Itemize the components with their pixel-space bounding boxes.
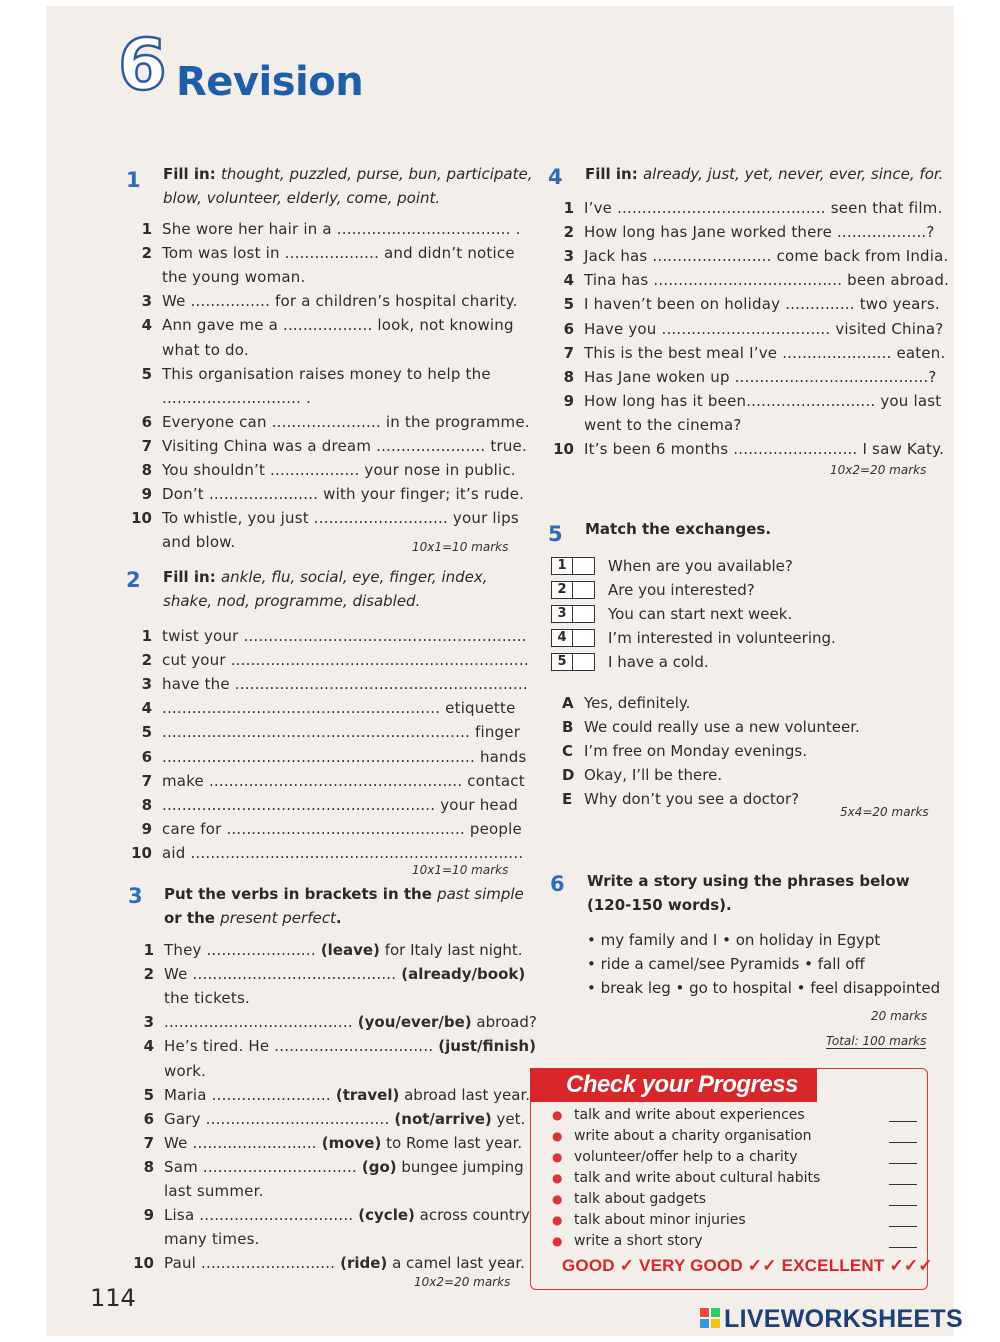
bullet-icon: ● (552, 1129, 563, 1143)
progress-item (552, 1127, 812, 1145)
section-4-item-text: went to the cinema? (584, 415, 742, 434)
section-3-item-text: Lisa ............................... (164, 1206, 359, 1225)
section-1-item-text: She wore her hair in a ................................... . (162, 220, 521, 238)
section-3-item-text: ...................................... (164, 1013, 358, 1032)
section-3-item-text: work. (164, 1061, 207, 1080)
section-3-item-rest: for Italy last night. (379, 941, 523, 959)
section-1-item-number: 8 (141, 461, 152, 479)
section-2-item-text: make ................................................... contact (162, 771, 525, 790)
section-1-line (130, 386, 311, 410)
progress-item (552, 1190, 706, 1208)
section-4-item-number: 10 (553, 440, 574, 458)
section-3-item-number: 8 (143, 1157, 154, 1176)
section-1-line (130, 265, 305, 289)
section-2-item-text: cut your ............................................................ (162, 651, 529, 670)
answer-box[interactable] (551, 557, 595, 575)
section-1-line (130, 482, 524, 506)
section-1-line (130, 410, 530, 434)
section-4-line (552, 317, 943, 341)
section-1-item-text: We ................ for a children’s hospital charity. (162, 292, 518, 311)
section-3-line (130, 962, 525, 986)
section-4-item-number: 2 (563, 223, 574, 242)
section-1-item-number: 9 (141, 485, 152, 504)
section-2-number: 2 (126, 568, 141, 592)
section-4-item-number: 7 (563, 343, 574, 362)
progress-item-text: volunteer/offer help to a charity (574, 1149, 798, 1165)
section-3-item-rest: across country (414, 1206, 530, 1225)
section-3-line (130, 1010, 537, 1034)
section-4-item-text: Have you .................................. visited China? (584, 319, 944, 338)
section-3-verb: (just/finish) (438, 1037, 536, 1056)
section-3-verb: (already/book) (401, 965, 526, 984)
response-letter: C (562, 742, 574, 761)
section-4-line (552, 413, 742, 437)
section-1-item-number: 3 (141, 292, 152, 311)
section-1-line (130, 241, 515, 265)
exchange-response (562, 691, 690, 715)
section-1-instruction: Fill in: thought, puzzled, purse, bun, participate, blow, volunteer, elderly, come, point. (163, 165, 533, 207)
section-4-marks: 10x2=20 marks (830, 463, 927, 477)
section-4-line (552, 268, 949, 292)
response-letter: E (562, 790, 573, 809)
section-2-item-text: ............................................................... hands (162, 747, 527, 766)
section-3-item-text: Gary ..................................... (164, 1109, 395, 1128)
section-3-line (130, 1179, 264, 1203)
response-text: We could really use a new volunteer. (584, 718, 860, 737)
section-4-line (552, 220, 935, 244)
bullet-icon: ● (552, 1171, 563, 1185)
section-4-line (552, 341, 945, 365)
section-2-item-text: aid ................................................................... (162, 843, 524, 862)
exchange-response (562, 715, 860, 739)
section-2-line (130, 648, 529, 672)
section-3-item-text: Sam ............................... (164, 1157, 362, 1176)
response-letter: D (562, 766, 575, 785)
section-1-item-number: 5 (141, 364, 152, 383)
section-1-line (130, 530, 235, 554)
section-3-verb: (cycle) (358, 1206, 415, 1225)
section-3-item-number: 4 (143, 1037, 154, 1056)
section-4-item-text: How long has it been.......................... you last (584, 391, 942, 410)
liveworksheets-logo-icon (700, 1308, 722, 1330)
section-3-line (130, 1107, 525, 1131)
section-4-item-text: It’s been 6 months ......................... I saw Katy. (584, 440, 945, 458)
section-3-verb: (ride) (340, 1254, 388, 1273)
section-6-instruction: Write a story using the phrases below (120-150 words). (587, 872, 910, 914)
brand-logo: LIVEWORKSHEETS (700, 1305, 963, 1334)
section-2-item-number: 7 (141, 771, 152, 790)
section-2-line (130, 841, 523, 865)
progress-item (552, 1211, 746, 1229)
progress-item (552, 1148, 798, 1166)
progress-item-text: talk about minor injuries (574, 1212, 746, 1228)
section-3-item-rest: abroad last year. (399, 1085, 531, 1104)
response-text: Why don’t you see a doctor? (584, 790, 800, 809)
section-4-line (552, 365, 937, 389)
answer-box[interactable] (551, 629, 595, 647)
section-2-line (130, 720, 520, 744)
section-1-line (130, 338, 249, 362)
section-5-number: 5 (548, 522, 563, 546)
story-phrases-line-2: • ride a camel/see Pyramids • fall off (587, 955, 865, 973)
section-2-item-number: 6 (141, 747, 152, 766)
progress-check-blank[interactable] (889, 1247, 917, 1248)
progress-rating: GOOD ✓ VERY GOOD ✓✓ EXCELLENT ✓✓✓ (562, 1256, 933, 1275)
progress-item (552, 1106, 805, 1124)
section-2-item-text: ........................................................ etiquette (162, 699, 516, 718)
answer-box-number: 3 (552, 606, 573, 622)
section-6-marks: 20 marks (871, 1009, 928, 1023)
section-4-item-number: 3 (563, 247, 574, 266)
section-1-item-text: Ann gave me a .................. look, not knowing (162, 316, 514, 335)
answer-box[interactable] (551, 653, 595, 671)
section-3-item-rest: to Rome last year. (381, 1133, 523, 1152)
response-text: I’m free on Monday evenings. (584, 742, 807, 761)
section-1-line (130, 313, 514, 337)
section-6-number: 6 (550, 872, 565, 896)
exchange-response (562, 763, 722, 787)
section-4-line (552, 244, 949, 268)
page-title: Revision (176, 59, 364, 105)
bullet-icon: ● (552, 1213, 563, 1227)
section-4-item-text: Jack has ........................ come back from India. (584, 247, 949, 266)
progress-item-text: talk and write about cultural habits (574, 1170, 821, 1186)
unit-number: 6 (118, 24, 167, 106)
section-4-item-number: 1 (563, 199, 574, 217)
section-3-line (130, 1131, 522, 1155)
section-3-line (130, 986, 250, 1010)
bullet-icon: ● (552, 1234, 563, 1248)
section-1-line (130, 217, 521, 241)
section-1-item-text: and blow. (162, 533, 236, 552)
section-2-line (130, 817, 522, 841)
section-4-number: 4 (548, 165, 563, 189)
section-4-item-number: 6 (563, 319, 574, 338)
section-4-item-text: I’ve .......................................... seen that film. (584, 199, 943, 217)
section-1-item-text: Visiting China was a dream ...................... true. (162, 436, 527, 455)
section-2-item-number: 1 (141, 627, 152, 645)
section-3-item-text: the tickets. (164, 989, 250, 1008)
section-1-item-number: 6 (141, 412, 152, 431)
section-3-marks: 10x2=20 marks (414, 1275, 511, 1289)
section-2-line (130, 696, 516, 720)
progress-check-blank[interactable] (889, 1142, 917, 1143)
progress-item-text: write a short story (574, 1233, 703, 1249)
section-4-item-text: How long has Jane worked there ..................? (584, 223, 935, 242)
response-letter: B (562, 718, 574, 737)
section-1-item-text: You shouldn’t .................. your nose in public. (162, 461, 516, 479)
answer-box[interactable] (551, 605, 595, 623)
progress-item-text: talk and write about experiences (574, 1107, 805, 1123)
progress-check-blank[interactable] (889, 1184, 917, 1185)
progress-check-blank[interactable] (889, 1121, 917, 1122)
section-2-line (130, 793, 518, 817)
progress-item (552, 1232, 703, 1250)
section-3-instruction: Put the verbs in brackets in the past simple or the present perfect. (164, 885, 524, 927)
section-3-item-rest: a camel last year. (387, 1254, 525, 1273)
section-4-line (552, 196, 942, 220)
section-3-verb: (leave) (320, 941, 380, 959)
exchange-response (562, 739, 807, 763)
bullet-icon: ● (552, 1192, 563, 1206)
section-3-number: 3 (128, 884, 143, 908)
section-2-item-text: have the ........................................................... (162, 675, 528, 694)
section-3-item-number: 2 (143, 965, 154, 984)
section-3-item-number: 1 (143, 941, 154, 959)
section-3-item-text: We ......................... (164, 1133, 322, 1152)
section-1-item-number: 10 (131, 509, 152, 528)
answer-box-number: 1 (552, 558, 573, 574)
response-text: Okay, I’ll be there. (584, 766, 723, 785)
section-2-item-text: .............................................................. finger (162, 723, 521, 742)
section-3-verb: (go) (361, 1157, 397, 1176)
section-4-item-text: Tina has ...................................... been abroad. (584, 271, 950, 290)
exchange-prompt: When are you available? (608, 557, 793, 575)
section-2-item-text: ....................................................... your head (162, 795, 518, 814)
section-3-line (130, 1034, 536, 1058)
exchange-prompt: You can start next week. (608, 605, 793, 624)
section-4-line (552, 389, 941, 413)
section-3-item-text: Paul ........................... (164, 1254, 341, 1273)
section-1-item-text: Don’t ...................... with your finger; it’s rude. (162, 485, 525, 504)
section-1-line (130, 506, 519, 530)
exchange-prompt: Are you interested? (608, 581, 755, 600)
progress-check-blank[interactable] (889, 1226, 917, 1227)
section-3-line (130, 1083, 530, 1107)
section-3-item-text: many times. (164, 1230, 260, 1249)
section-2-line (130, 672, 528, 696)
section-1-item-text: Tom was lost in ................... and didn’t notice (162, 244, 515, 263)
section-3-item-text: They ...................... (164, 941, 321, 959)
section-4-item-text: This is the best meal I’ve ...................... eaten. (584, 343, 946, 362)
section-3-verb: (travel) (335, 1085, 400, 1104)
section-1-line (130, 434, 527, 458)
section-3-item-text: last summer. (164, 1182, 264, 1200)
section-3-verb: (you/ever/be) (357, 1013, 472, 1032)
section-4-line (552, 292, 940, 316)
section-2-item-number: 9 (141, 819, 152, 838)
section-3-item-number: 3 (143, 1013, 154, 1032)
section-3-line (130, 1227, 260, 1251)
section-2-item-number: 5 (141, 723, 152, 742)
section-2-item-number: 8 (141, 795, 152, 814)
bullet-icon: ● (552, 1108, 563, 1122)
bullet-icon: ● (552, 1150, 563, 1164)
section-1-item-number: 4 (141, 316, 152, 335)
progress-check-blank[interactable] (889, 1163, 917, 1164)
answer-box-number: 4 (552, 630, 573, 646)
section-4-instruction: Fill in: already, just, yet, never, ever, since, for. (585, 165, 944, 183)
section-1-item-text: To whistle, you just ........................... your lips (162, 509, 519, 528)
section-3-line (130, 938, 523, 962)
response-text: Yes, definitely. (584, 694, 691, 712)
section-1-item-number: 2 (141, 244, 152, 263)
section-4-item-number: 9 (563, 391, 574, 410)
section-2-line (130, 745, 527, 769)
section-2-item-number: 2 (141, 651, 152, 670)
answer-box[interactable] (551, 581, 595, 599)
section-3-item-rest: yet. (491, 1109, 526, 1128)
section-1-item-text: This organisation raises money to help the (162, 364, 491, 383)
section-5-marks: 5x4=20 marks (840, 805, 929, 819)
section-1-line (130, 458, 516, 482)
section-1-marks: 10x1=10 marks (412, 540, 509, 554)
section-3-item-number: 6 (143, 1109, 154, 1128)
section-2-line (130, 624, 527, 648)
section-1-item-number: 1 (141, 220, 152, 238)
section-4-item-number: 4 (563, 271, 574, 290)
exchange-prompt: I’m interested in volunteering. (608, 629, 836, 648)
exchange-prompt: I have a cold. (608, 653, 709, 672)
section-2-instruction: Fill in: ankle, flu, social, eye, finger, index, shake, nod, programme, disabled. (163, 568, 488, 610)
total-marks: Total: 100 marks (826, 1034, 927, 1048)
section-2-item-number: 3 (141, 675, 152, 694)
section-2-item-number: 4 (141, 699, 152, 718)
section-1-item-text: what to do. (162, 340, 249, 359)
section-4-item-text: Has Jane woken up .......................................? (584, 367, 937, 386)
story-phrases-line-3: • break leg • go to hospital • feel disappointed (587, 979, 941, 997)
section-4-item-number: 8 (563, 367, 574, 386)
progress-title: Check your Progress (530, 1068, 817, 1102)
section-4-item-text: I haven’t been on holiday .............. two years. (584, 295, 940, 314)
section-3-line (130, 1251, 525, 1275)
section-2-marks: 10x1=10 marks (412, 863, 509, 877)
progress-item-text: talk about gadgets (574, 1191, 706, 1207)
section-4-item-number: 5 (563, 295, 574, 314)
section-1-number: 1 (126, 168, 141, 192)
section-3-item-number: 5 (143, 1085, 154, 1104)
section-3-item-number: 10 (133, 1254, 154, 1273)
section-3-line (130, 1155, 524, 1179)
section-3-verb: (move) (321, 1133, 382, 1152)
section-3-item-number: 7 (143, 1133, 154, 1152)
page-number: 114 (90, 1284, 136, 1312)
response-letter: A (562, 694, 574, 712)
section-5-instruction: Match the exchanges. (585, 520, 772, 538)
section-3-verb: (not/arrive) (394, 1109, 492, 1128)
answer-box-number: 2 (552, 582, 573, 598)
section-2-item-number: 10 (131, 843, 152, 862)
progress-item-text: write about a charity organisation (574, 1128, 812, 1144)
section-3-item-text: We ......................................... (164, 965, 402, 984)
section-2-line (130, 769, 525, 793)
section-1-item-text: the young woman. (162, 268, 306, 287)
section-1-line (130, 362, 491, 386)
section-1-item-number: 7 (141, 436, 152, 455)
section-1-item-text: Everyone can ...................... in the programme. (162, 412, 530, 431)
section-2-item-text: care for ................................................ people (162, 819, 522, 838)
section-1-line (130, 289, 518, 313)
section-4-line (552, 437, 944, 461)
section-3-item-text: Maria ........................ (164, 1085, 336, 1104)
section-2-item-text: twist your ......................................................... (162, 627, 527, 645)
section-3-item-rest: bungee jumping (396, 1157, 524, 1176)
progress-item (552, 1169, 820, 1187)
section-3-item-text: He’s tired. He ................................ (164, 1037, 439, 1056)
section-3-line (130, 1203, 530, 1227)
progress-check-blank[interactable] (889, 1205, 917, 1206)
section-3-line (130, 1059, 206, 1083)
section-3-item-number: 9 (143, 1206, 154, 1225)
answer-box-number: 5 (552, 654, 573, 670)
section-1-item-text: ............................ . (162, 388, 312, 407)
exchange-response (562, 787, 799, 811)
section-3-item-rest: abroad? (471, 1013, 537, 1032)
story-phrases-line-1: • my family and I • on holiday in Egypt (587, 931, 881, 949)
